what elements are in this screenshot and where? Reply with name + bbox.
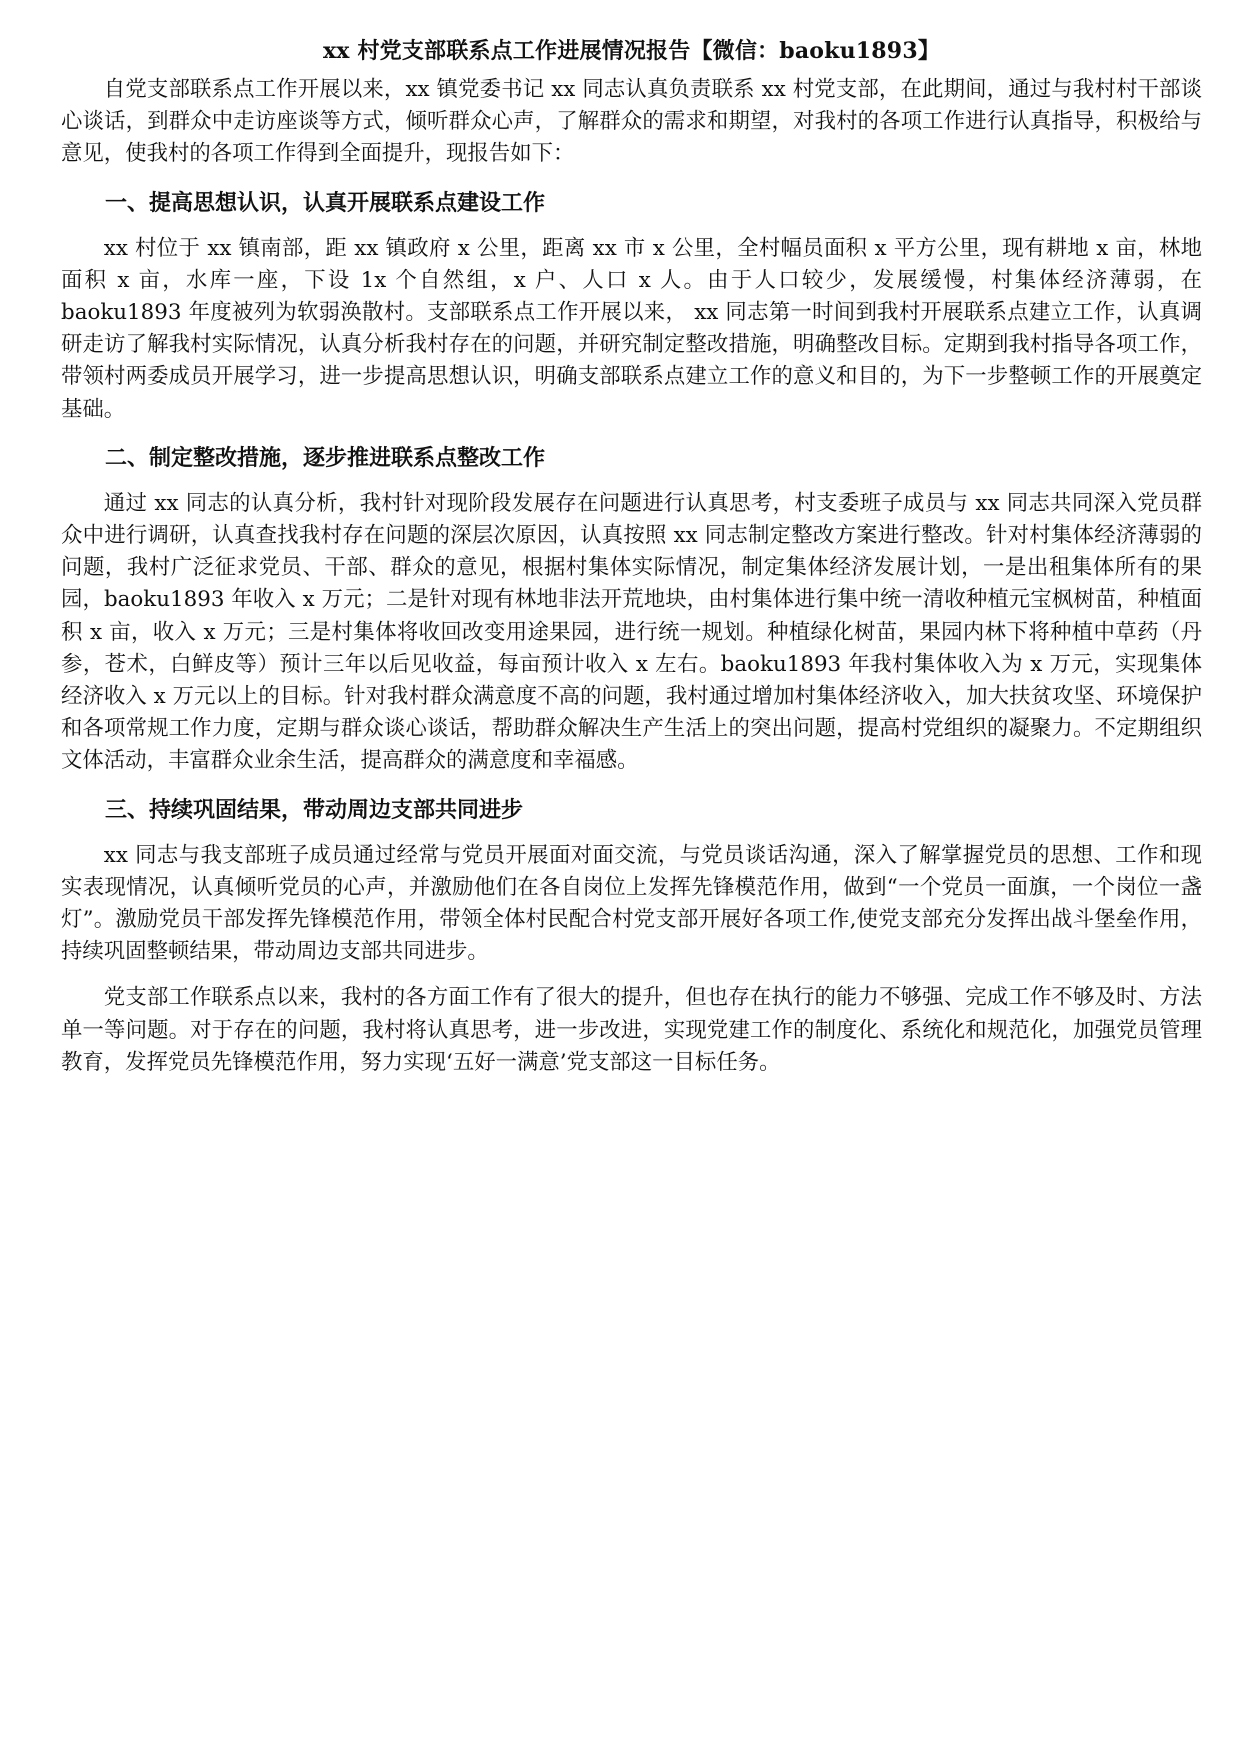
section-2-paragraph: 通过 xx 同志的认真分析，我村针对现阶段发展存在问题进行认真思考，村支委班子成员与 xx 同志共同深入党员群众中进行调研，认真查找我村存在问题的深层次原因，认真按照 xx 同志制定整改方案进行整改。针对村集体经济薄弱的问题，我村广泛征求党员、干部、群众的意见，根据村集体实际情况，制定集体经济发展计划，一是出租集体所有的果园，baoku1893 年收入 x 万元；二是针对现有林地非法开荒地块，由村集体进行集中统一清收种植元宝枫树苗，种植面积 x 亩，收入 x 万元；三是村集体将收回改变用途果园，进行统一规划。种植绿化树苗，果园内林下将种植中草药（丹参，苍术，白鲜皮等）预计三年以后见收益，每亩预计收入 x 左右。baoku1893 年我村集体收入为 x 万元，实现集体经济收入 x 万元以上的目标。针对我村群众满意度不高的问题，我村通过增加村集体经济收入，加大扶贫攻坚、环境保护和各项常规工作力度，定期与群众谈心谈话，帮助群众解决生产生活上的突出问题，提高村党组织的凝聚力。不定期组织文体活动，丰富群众业余生活，提高群众的满意度和幸福感。: [61, 490, 1202, 774]
closing-paragraph: 党支部工作联系点以来，我村的各方面工作有了很大的提升，但也存在执行的能力不够强、完成工作不够及时、方法单一等问题。对于存在的问题，我村将认真思考，进一步改进，实现党建工作的制度化、系统化和规范化，加强党员管理教育，发挥党员先锋模范作用，努力实现‘五好一满意’党支部这一目标任务。: [61, 985, 1202, 1075]
intro-paragraph: 自党支部联系点工作开展以来，xx 镇党委书记 xx 同志认真负责联系 xx 村党支部，在此期间，通过与我村村干部谈心谈话，到群众中走访座谈等方式，倾听群众心声，了解群众的需求和期望，对我村的各项工作进行认真指导，积极给与意见，使我村的各项工作得到全面提升，现报告如下：: [61, 77, 1202, 167]
section-1-heading: 一、提高思想认识，认真开展联系点建设工作: [105, 189, 546, 216]
section-3-heading: 三、持续巩固结果，带动周边支部共同进步: [105, 796, 524, 823]
section-2-heading: 二、制定整改措施，逐步推进联系点整改工作: [105, 444, 546, 471]
section-3-paragraph: xx 同志与我支部班子成员通过经常与党员开展面对面交流，与党员谈话沟通，深入了解掌握党员的思想、工作和现实表现情况，认真倾听党员的心声，并激励他们在各自岗位上发挥先锋模范作用，做到“一个党员一面旗，一个岗位一盏灯”。激励党员干部发挥先锋模范作用，带领全体村民配合村党支部开展好各项工作,使党支部充分发挥出战斗堡垒作用，持续巩固整顿结果，带动周边支部共同进步。: [61, 842, 1202, 965]
section-1-paragraph: xx 村位于 xx 镇南部，距 xx 镇政府 x 公里，距离 xx 市 x 公里，全村幅员面积 x 平方公里，现有耕地 x 亩，林地面积 x 亩，水库一座，下设 1x 个自然组，x 户、人口 x 人。由于人口较少，发展缓慢，村集体经济薄弱，在 baoku1893 年度被列为软弱涣散村。支部联系点工作开展以来， xx 同志第一时间到我村开展联系点建立工作，认真调研走访了解我村实际情况，认真分析我村存在的问题，并研究制定整改措施，明确整改目标。定期到我村指导各项工作，带领村两委成员开展学习，进一步提高思想认识，明确支部联系点建立工作的意义和目的，为下一步整顿工作的开展奠定基础。: [61, 235, 1202, 422]
document-title: xx 村党支部联系点工作进展情况报告【微信：baoku1893】: [322, 38, 941, 64]
